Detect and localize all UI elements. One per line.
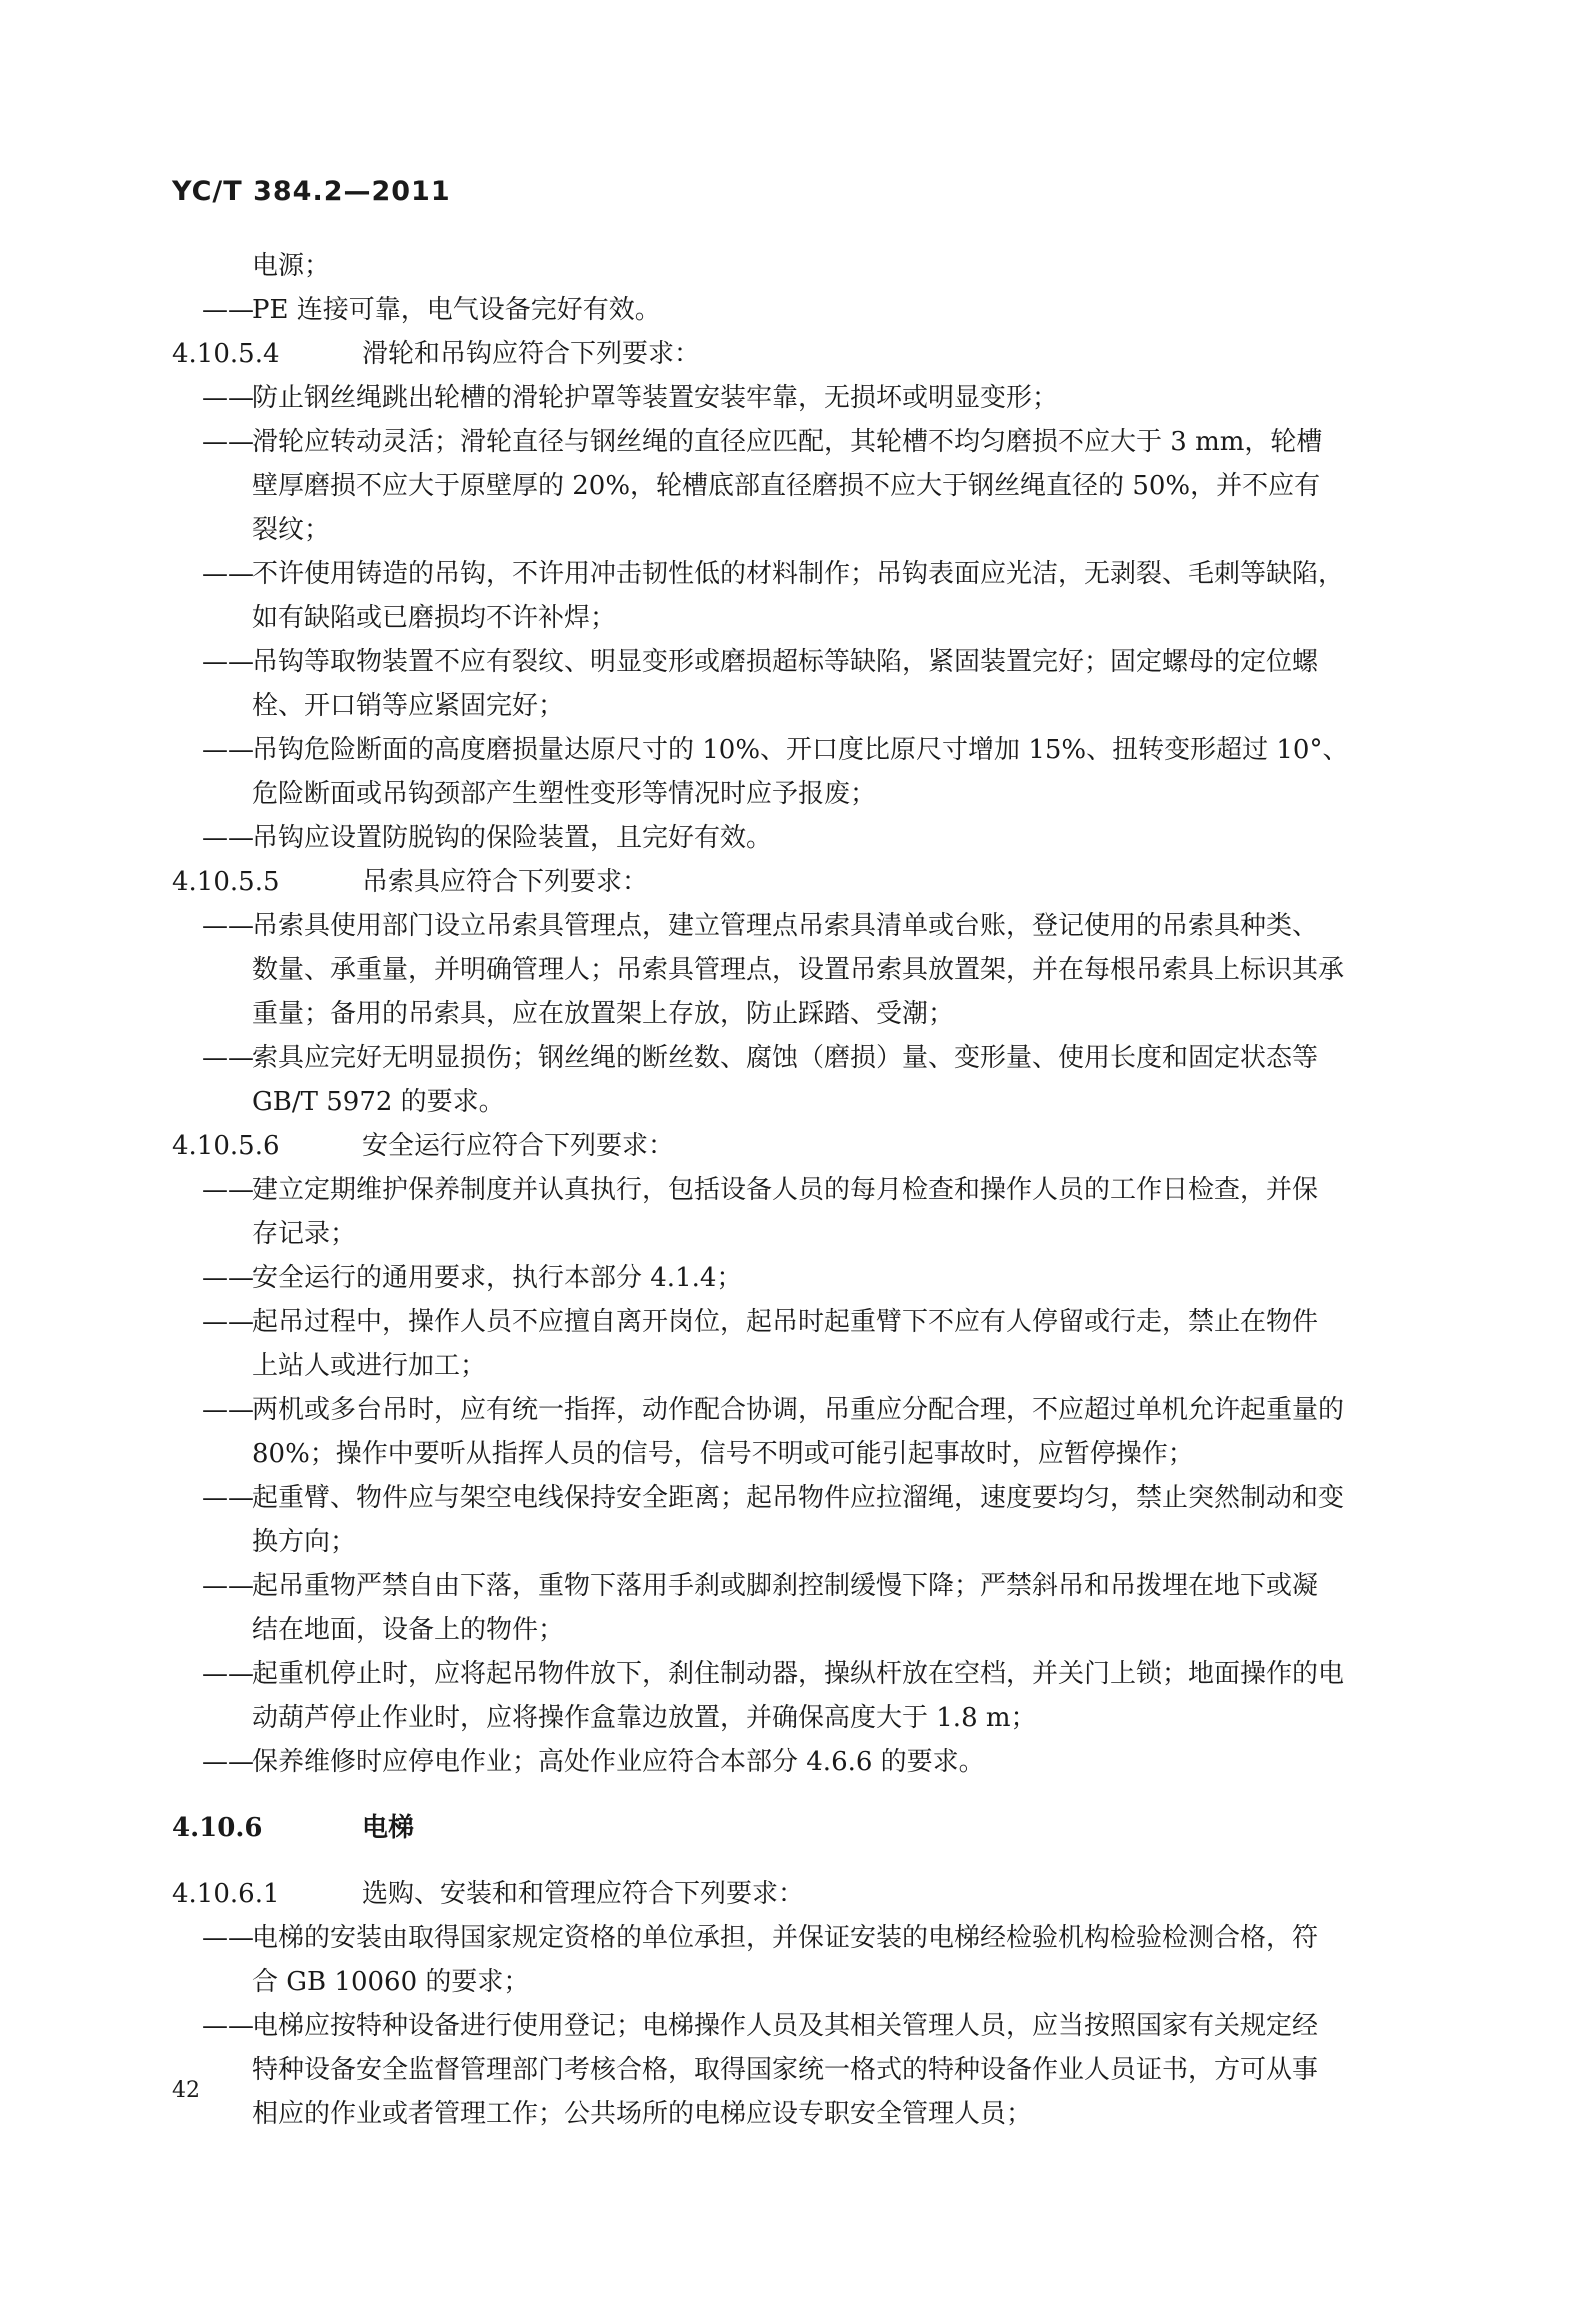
dash-bullet: —— [202, 647, 254, 677]
dash-bullet: —— [202, 911, 254, 941]
list-item-text: 滑轮应转动灵活；滑轮直径与钢丝绳的直径应匹配，其轮槽不均匀磨损不应大于 3 mm，轮槽 [252, 427, 1323, 457]
continuation-line: 电源； [252, 251, 331, 281]
clause-number: 4.10.6 [172, 1813, 263, 1843]
list-item [172, 816, 1412, 860]
continuation-line: 重量；备用的吊索具，应在放置架上存放，防止踩踏、受潮； [252, 999, 955, 1029]
list-item-text: 起重臂、物件应与架空电线保持安全距离；起吊物件应拉溜绳，速度要均匀，禁止突然制动和变 [252, 1483, 1345, 1513]
continuation-line: GB/T 5972 的要求。 [252, 1087, 505, 1117]
document-body [172, 244, 1412, 2136]
list-item-text: 索具应完好无明显损伤；钢丝绳的断丝数、腐蚀（磨损）量、变形量、使用长度和固定状态等 [252, 1043, 1319, 1073]
list-item-text: 不许使用铸造的吊钩，不许用冲击韧性低的材料制作；吊钩表面应光洁，无剥裂、毛刺等缺陷， [252, 559, 1345, 589]
list-item-text: 安全运行的通用要求，执行本部分 4.1.4； [252, 1263, 743, 1293]
list-item-text: 电梯应按特种设备进行使用登记；电梯操作人员及其相关管理人员，应当按照国家有关规定经 [252, 2011, 1319, 2041]
list-item-text: 吊钩应设置防脱钩的保险装置，且完好有效。 [252, 823, 773, 853]
list-item [172, 1036, 1412, 1080]
dash-bullet: —— [202, 1263, 254, 1293]
list-item-text: 起重机停止时，应将起吊物件放下，刹住制动器，操纵杆放在空档，并关门上锁；地面操作的电 [252, 1659, 1345, 1689]
list-item [172, 1256, 1412, 1300]
list-item-text: 吊钩等取物装置不应有裂纹、明显变形或磨损超标等缺陷，紧固装置完好；固定螺母的定位螺 [252, 647, 1319, 677]
continuation-line: 栓、开口销等应紧固完好； [252, 691, 565, 721]
dash-bullet: —— [202, 1395, 254, 1425]
continuation-line: 动葫芦停止作业时，应将操作盒靠边放置，并确保高度大于 1.8 m； [252, 1703, 1037, 1733]
list-item [172, 1740, 1412, 1784]
dash-bullet: —— [202, 295, 254, 325]
spacer [172, 1784, 1412, 1806]
continuation-line: 结在地面，设备上的物件； [252, 1615, 565, 1645]
list-item [172, 728, 1412, 772]
clause-text: 吊索具应符合下列要求： [362, 867, 649, 897]
clause-line [172, 1872, 1412, 1916]
clause-number: 4.10.6.1 [172, 1879, 280, 1909]
clause-number: 4.10.5.6 [172, 1131, 280, 1161]
dash-bullet: —— [202, 427, 254, 457]
clause-number: 4.10.5.5 [172, 867, 280, 897]
list-item-text: 电梯的安装由取得国家规定资格的单位承担，并保证安装的电梯经检验机构检验检测合格，符 [252, 1923, 1319, 1953]
list-item-text: PE 连接可靠，电气设备完好有效。 [252, 295, 661, 325]
clause-text: 安全运行应符合下列要求： [362, 1131, 675, 1161]
dash-bullet: —— [202, 735, 254, 765]
dash-bullet: —— [202, 823, 254, 853]
list-item [172, 1168, 1412, 1212]
clause-line [172, 1124, 1412, 1168]
list-item-text: 起吊过程中，操作人员不应擅自离开岗位，起吊时起重臂下不应有人停留或行走，禁止在物件 [252, 1307, 1319, 1337]
list-item-text: 保养维修时应停电作业；高处作业应符合本部分 4.6.6 的要求。 [252, 1747, 985, 1777]
dash-bullet: —— [202, 1307, 254, 1337]
dash-bullet: —— [202, 1659, 254, 1689]
list-item-text: 建立定期维护保养制度并认真执行，包括设备人员的每月检查和操作人员的工作日检查，并保 [252, 1175, 1319, 1205]
continuation-line: 数量、承重量，并明确管理人；吊索具管理点，设置吊索具放置架，并在每根吊索具上标识其承 [252, 955, 1345, 985]
page-number: 42 [172, 2078, 200, 2103]
list-item [172, 1564, 1412, 1608]
dash-bullet: —— [202, 1923, 254, 1953]
dash-bullet: —— [202, 559, 254, 589]
list-item [172, 1916, 1412, 1960]
continuation-line: 存记录； [252, 1219, 357, 1249]
list-item [172, 288, 1412, 332]
list-item [172, 552, 1412, 596]
list-item [172, 2004, 1412, 2048]
clause-line [172, 332, 1412, 376]
spacer [172, 1850, 1412, 1872]
list-item-text: 起吊重物严禁自由下落，重物下落用手刹或脚刹控制缓慢下降；严禁斜吊和吊拨埋在地下或凝 [252, 1571, 1319, 1601]
list-item [172, 640, 1412, 684]
continuation-line: 相应的作业或者管理工作；公共场所的电梯应设专职安全管理人员； [252, 2099, 1033, 2129]
dash-bullet: —— [202, 1747, 254, 1777]
list-item-text: 防止钢丝绳跳出轮槽的滑轮护罩等装置安装牢靠，无损坏或明显变形； [252, 383, 1059, 413]
continuation-line: 合 GB 10060 的要求； [252, 1967, 530, 1997]
dash-bullet: —— [202, 1175, 254, 1205]
list-item [172, 1300, 1412, 1344]
list-item [172, 376, 1412, 420]
dash-bullet: —— [202, 1043, 254, 1073]
list-item [172, 420, 1412, 464]
list-item [172, 1388, 1412, 1432]
clause-number: 4.10.5.4 [172, 339, 280, 369]
document-header: YC/T 384.2—2011 [172, 176, 451, 207]
clause-text: 滑轮和吊钩应符合下列要求： [362, 339, 701, 369]
continuation-line: 80%；操作中要听从指挥人员的信号，信号不明或可能引起事故时，应暂停操作； [252, 1439, 1194, 1469]
dash-bullet: —— [202, 2011, 254, 2041]
list-item [172, 904, 1412, 948]
dash-bullet: —— [202, 1483, 254, 1513]
clause-text: 选购、安装和和管理应符合下列要求： [362, 1879, 805, 1909]
list-item-text: 吊索具使用部门设立吊索具管理点，建立管理点吊索具清单或台账，登记使用的吊索具种类、 [252, 911, 1319, 941]
continuation-line: 换方向； [252, 1527, 357, 1557]
continuation-line: 壁厚磨损不应大于原壁厚的 20%，轮槽底部直径磨损不应大于钢丝绳直径的 50%，并不应有 [252, 471, 1321, 501]
dash-bullet: —— [202, 383, 254, 413]
continuation-line: 如有缺陷或已磨损均不许补焊； [252, 603, 617, 633]
clause-line [172, 860, 1412, 904]
dash-bullet: —— [202, 1571, 254, 1601]
continuation-line: 危险断面或吊钩颈部产生塑性变形等情况时应予报废； [252, 779, 877, 809]
list-item [172, 1652, 1412, 1696]
section-heading [172, 1806, 1412, 1850]
list-item-text: 吊钩危险断面的高度磨损量达原尺寸的 10%、开口度比原尺寸增加 15%、扭转变形超过 10°、 [252, 735, 1349, 765]
continuation-line: 上站人或进行加工； [252, 1351, 487, 1381]
list-item-text: 两机或多台吊时，应有统一指挥，动作配合协调，吊重应分配合理，不应超过单机允许起重量的 [252, 1395, 1345, 1425]
continuation-line: 裂纹； [252, 515, 331, 545]
clause-text: 电梯 [362, 1813, 415, 1843]
continuation-line: 特种设备安全监督管理部门考核合格，取得国家统一格式的特种设备作业人员证书，方可从事 [252, 2055, 1319, 2085]
list-item [172, 1476, 1412, 1520]
